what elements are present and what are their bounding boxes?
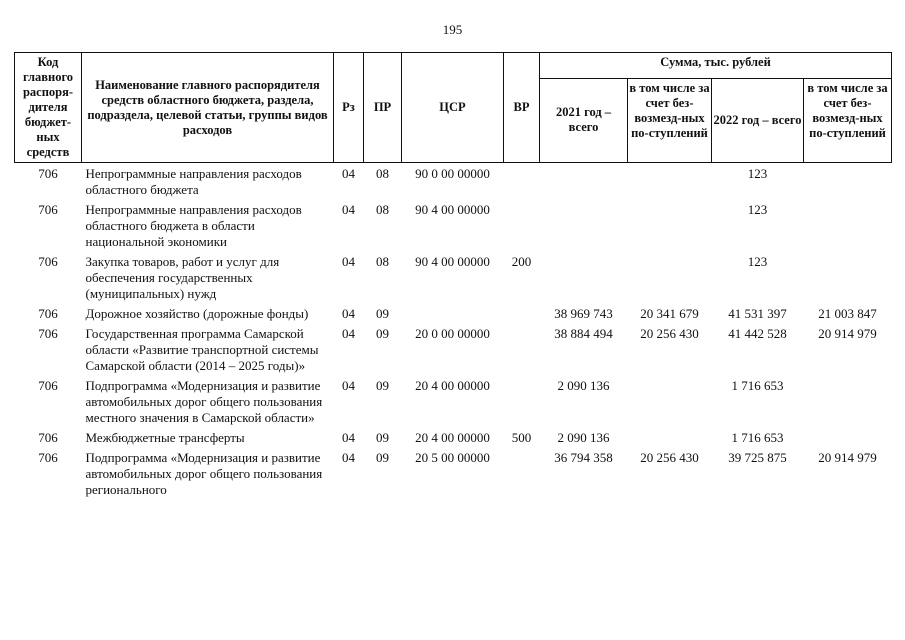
row-pr: 08 bbox=[376, 166, 389, 181]
row-csr: 20 4 00 00000 bbox=[415, 430, 490, 445]
row-vr bbox=[504, 323, 540, 375]
row-2021-grants bbox=[628, 163, 712, 200]
table-body bbox=[15, 163, 892, 500]
budget-table bbox=[14, 52, 892, 499]
table-row bbox=[15, 323, 892, 375]
row-2021-grants: 20 256 430 bbox=[640, 326, 699, 341]
row-name: Подпрограмма «Модернизация и развитие автомобильных дорог общего пользования регионального bbox=[85, 450, 323, 497]
row-2022-total: 1 716 653 bbox=[731, 378, 784, 393]
row-2022-total: 123 bbox=[747, 202, 768, 217]
table-row bbox=[15, 163, 892, 200]
table-row bbox=[15, 375, 892, 427]
row-pr: 09 bbox=[376, 430, 389, 445]
row-code: 706 bbox=[38, 430, 58, 445]
header-rz: Рз bbox=[334, 53, 364, 163]
row-pr: 09 bbox=[376, 378, 389, 393]
row-2022-grants bbox=[804, 199, 892, 251]
header-2022-grants: в том числе за счет без-возмезд-ных по-ступлений bbox=[804, 78, 892, 162]
row-2021-grants: 20 341 679 bbox=[640, 306, 699, 321]
row-csr: 20 0 00 00000 bbox=[415, 326, 490, 341]
row-code: 706 bbox=[38, 254, 58, 269]
table-row bbox=[15, 251, 892, 303]
row-2022-grants: 21 003 847 bbox=[818, 306, 877, 321]
row-pr: 09 bbox=[376, 306, 389, 321]
header-sum: Сумма, тыс. рублей bbox=[540, 53, 892, 79]
row-2021-total: 38 969 743 bbox=[554, 306, 613, 321]
header-2021-total: 2021 год – всего bbox=[540, 78, 628, 162]
header-vr: ВР bbox=[504, 53, 540, 163]
row-2022-total: 41 442 528 bbox=[728, 326, 787, 341]
row-2021-total bbox=[540, 251, 628, 303]
row-2022-grants: 20 914 979 bbox=[818, 450, 877, 465]
row-name: Закупка товаров, работ и услуг для обеспечения государственных (муниципальных) нужд bbox=[85, 254, 280, 301]
row-name: Дорожное хозяйство (дорожные фонды) bbox=[85, 306, 309, 321]
row-code: 706 bbox=[38, 166, 58, 181]
row-2021-total: 2 090 136 bbox=[557, 430, 610, 445]
row-rz: 04 bbox=[342, 254, 355, 269]
row-name: Непрограммные направления расходов областного бюджета в области национальной экономики bbox=[85, 202, 302, 249]
row-2022-total: 123 bbox=[747, 166, 768, 181]
row-code: 706 bbox=[38, 450, 58, 465]
row-name: Государственная программа Самарской области «Развитие транспортной системы Самарской области (2014 – 2025 годы)» bbox=[85, 326, 319, 373]
row-name: Межбюджетные трансферты bbox=[85, 430, 245, 445]
header-2021-grants: в том числе за счет без-возмезд-ных по-ступлений bbox=[628, 78, 712, 162]
row-pr: 08 bbox=[376, 202, 389, 217]
row-csr: 20 4 00 00000 bbox=[415, 378, 490, 393]
row-name: Непрограммные направления расходов областного бюджета bbox=[85, 166, 302, 197]
header-code: Код главного распоря-дителя бюджет-ных средств bbox=[15, 53, 82, 163]
row-csr: 20 5 00 00000 bbox=[415, 450, 490, 465]
table-header bbox=[15, 53, 892, 163]
row-2021-total bbox=[540, 199, 628, 251]
row-rz: 04 bbox=[342, 430, 355, 445]
row-pr: 08 bbox=[376, 254, 389, 269]
row-code: 706 bbox=[38, 202, 58, 217]
row-2022-grants bbox=[804, 375, 892, 427]
header-name: Наименование главного распорядителя средств областного бюджета, раздела, подраздела, целевой статьи, группы видов расходов bbox=[82, 53, 334, 163]
header-2022-total: 2022 год – всего bbox=[712, 78, 804, 162]
row-vr bbox=[504, 199, 540, 251]
row-2022-total: 39 725 875 bbox=[728, 450, 787, 465]
table-row bbox=[15, 199, 892, 251]
row-2021-grants bbox=[628, 199, 712, 251]
row-csr: 90 0 00 00000 bbox=[415, 166, 490, 181]
row-2022-grants bbox=[804, 163, 892, 200]
row-2021-grants bbox=[628, 375, 712, 427]
row-code: 706 bbox=[38, 378, 58, 393]
table-row bbox=[15, 427, 892, 447]
table-row bbox=[15, 447, 892, 499]
row-2021-total: 38 884 494 bbox=[554, 326, 613, 341]
row-2022-grants: 20 914 979 bbox=[818, 326, 877, 341]
row-2022-total: 1 716 653 bbox=[731, 430, 784, 445]
row-pr: 09 bbox=[376, 326, 389, 341]
row-rz: 04 bbox=[342, 306, 355, 321]
row-csr bbox=[402, 303, 504, 323]
row-2021-grants bbox=[628, 427, 712, 447]
row-csr: 90 4 00 00000 bbox=[415, 254, 490, 269]
row-vr: 200 bbox=[511, 254, 532, 269]
row-name: Подпрограмма «Модернизация и развитие автомобильных дорог общего пользования местного значения в Самарской области» bbox=[85, 378, 323, 425]
row-rz: 04 bbox=[342, 166, 355, 181]
row-2022-grants bbox=[804, 427, 892, 447]
row-2022-grants bbox=[804, 251, 892, 303]
row-pr: 09 bbox=[376, 450, 389, 465]
row-2021-total: 2 090 136 bbox=[557, 378, 610, 393]
row-vr bbox=[504, 303, 540, 323]
row-csr: 90 4 00 00000 bbox=[415, 202, 490, 217]
row-code: 706 bbox=[38, 326, 58, 341]
row-vr bbox=[504, 163, 540, 200]
row-vr bbox=[504, 375, 540, 427]
row-code: 706 bbox=[38, 306, 58, 321]
page-number: 195 bbox=[442, 22, 463, 37]
row-vr bbox=[504, 447, 540, 499]
row-2021-total: 36 794 358 bbox=[554, 450, 613, 465]
row-rz: 04 bbox=[342, 326, 355, 341]
row-rz: 04 bbox=[342, 450, 355, 465]
row-2022-total: 41 531 397 bbox=[728, 306, 787, 321]
table-row bbox=[15, 303, 892, 323]
row-2021-grants: 20 256 430 bbox=[640, 450, 699, 465]
row-rz: 04 bbox=[342, 378, 355, 393]
header-csr: ЦСР bbox=[402, 53, 504, 163]
row-2021-grants bbox=[628, 251, 712, 303]
row-2022-total: 123 bbox=[747, 254, 768, 269]
row-rz: 04 bbox=[342, 202, 355, 217]
row-2021-total bbox=[540, 163, 628, 200]
row-vr: 500 bbox=[511, 430, 532, 445]
header-pr: ПР bbox=[364, 53, 402, 163]
